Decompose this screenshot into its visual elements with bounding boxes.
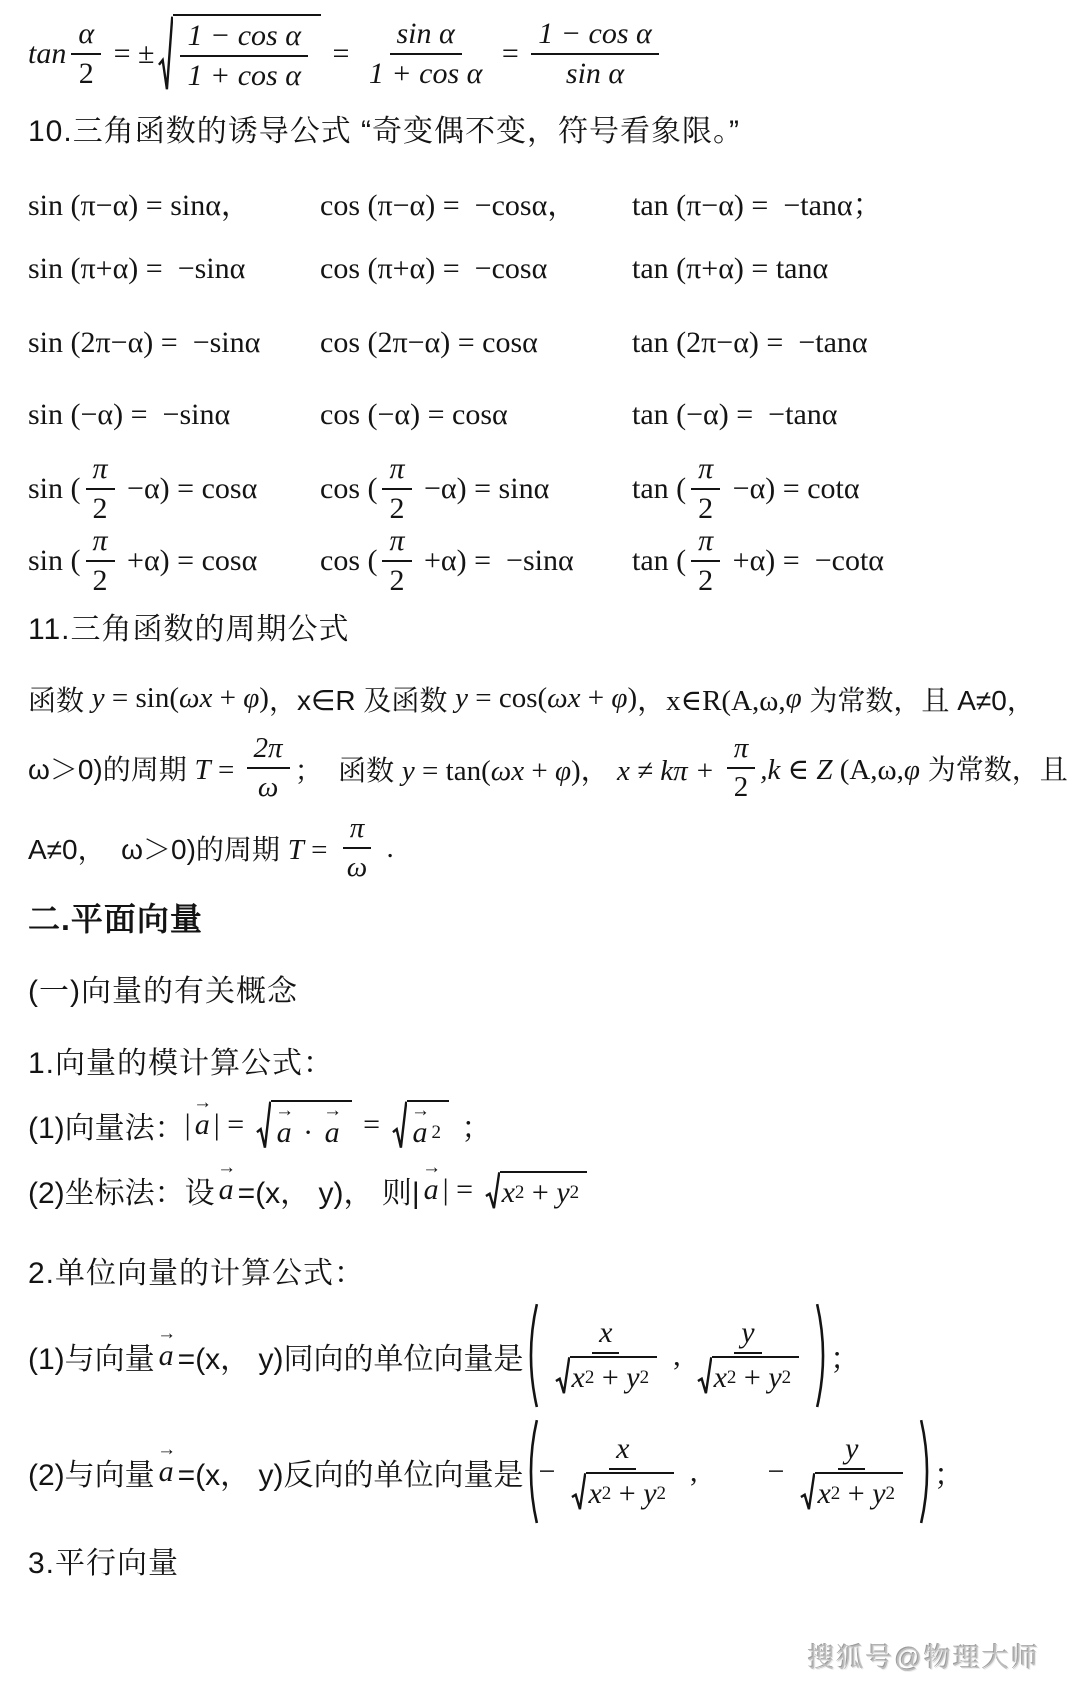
lead-text: (2)坐标法：设: [28, 1177, 215, 1210]
vector-arrow-icon: →: [193, 1092, 213, 1113]
sqrt-x2-plus-y2: x 2 + y 2: [697, 1356, 800, 1395]
sqrt-x2-plus-y2: x 2 + y 2: [571, 1472, 674, 1511]
fraction: $\frac{\text{sin α}}{\text{1 + cos α}}$: [368, 16, 483, 90]
identity-cell: sin (−α) = −sinα: [28, 398, 231, 431]
equals: =: [219, 1108, 252, 1141]
identity-cell: cos (π+α) = −cosα: [320, 252, 548, 285]
comma: ,: [673, 1338, 681, 1372]
identity-cell: tan ( $\frac{\pi}{2}$ −α) = cotα: [632, 452, 860, 525]
text-run: .: [379, 831, 394, 864]
identity-cell: tan ( $\frac{\pi}{2}$ +α) = −cotα: [632, 524, 885, 597]
fraction-pi-2: $\frac{\pi}{2}$: [691, 524, 720, 598]
fraction-x-over-sqrt: x x 2 + y 2: [544, 1316, 669, 1395]
identity-cell: tan (π−α) = −tanα；: [632, 189, 883, 222]
vector-arrow-icon: →: [217, 1157, 237, 1178]
watermark: 搜狐号@物理大师: [807, 1643, 1040, 1673]
radical-icon: [392, 1100, 407, 1150]
equals-pm: = ±: [106, 36, 155, 70]
fraction-pi-2: $\frac{\pi}{2}$: [86, 452, 115, 526]
identity-cell: sin ( $\frac{\pi}{2}$ +α) = cosα: [28, 524, 258, 597]
fraction: $\frac{\text{1 − cos α}}{\text{sin α}}$: [531, 17, 658, 91]
identity-cell: sin (2π−α) = −sinα: [28, 326, 261, 359]
lead-text: (1)与向量: [28, 1342, 155, 1376]
mid-text: =(x， y)， 则|: [237, 1177, 420, 1210]
fraction-2pi-omega: $\frac{2\pi}{\omega}$: [247, 732, 290, 804]
identity-row-3: [28, 326, 1064, 360]
radical-icon: [555, 1356, 570, 1395]
unit-vector-opposite-direction: [28, 1418, 964, 1525]
item-1-heading: 1.向量的模计算公式：: [28, 1047, 335, 1080]
text-run: A≠0， ω＞0)的周期 T =: [28, 834, 335, 866]
text-run: ω＞0)的周期 T =: [28, 754, 242, 786]
vector-arrow-icon: →: [275, 1100, 295, 1121]
fraction-pi-2: $\frac{\pi}{2}$: [382, 524, 411, 598]
left-paren-icon: [524, 1418, 539, 1525]
radical-icon: [256, 1100, 271, 1150]
sqrt-a-squared: → a 2: [392, 1100, 450, 1150]
radical-icon: [800, 1472, 815, 1511]
equals: =: [494, 36, 527, 70]
fraction-pi-2: $\frac{\pi}{2}$: [86, 524, 115, 598]
subsection-1-heading: (一)向量的有关概念: [28, 975, 298, 1008]
vector-arrow-icon: →: [157, 1438, 177, 1460]
end-punct: ；: [934, 1458, 965, 1492]
identity-cell: sin (π+α) = −sinα: [28, 252, 246, 285]
vector-magnitude-vector-method: [28, 1092, 492, 1150]
mid-text: =(x， y)反向的单位向量是: [177, 1458, 524, 1492]
fraction-x-over-sqrt: x x 2 + y 2: [560, 1432, 685, 1511]
vector-a: → a: [411, 1100, 430, 1149]
vector-a: → a: [217, 1157, 237, 1206]
mid-text: =(x， y)同向的单位向量是: [177, 1342, 524, 1376]
minus-sign: −: [538, 1454, 556, 1488]
identity-row-4: [28, 398, 1064, 432]
lead-text: (1)向量法：: [28, 1112, 185, 1145]
lead-text: (2)与向量: [28, 1458, 155, 1492]
equals: =: [355, 1108, 388, 1141]
comma: ,: [690, 1454, 698, 1488]
sqrt-x2-plus-y2: x 2 + y 2: [555, 1356, 658, 1395]
fraction: $\frac{\text{1 − cos α}}{\text{1 + cos α}}$: [180, 19, 307, 93]
end-punct: ；: [830, 1342, 861, 1376]
identity-row-5: [28, 452, 1064, 526]
half-angle-formula: [28, 14, 664, 93]
fraction-pi-2: $\frac{\pi}{2}$: [727, 732, 756, 804]
identity-cell: tan (2π−α) = −tanα: [632, 326, 868, 359]
period-paragraph-line-1: 函数 y = sin( ωx + φ ) ，x∈R 及函数 y = cos( ωx + φ ) ，x∈R(A,ω, φ 为常数，且 A≠0，: [28, 682, 1035, 717]
vector-arrow-icon: →: [157, 1322, 177, 1344]
period-paragraph-line-2: [28, 732, 1068, 804]
identity-cell: cos (−α) = cosα: [320, 398, 508, 431]
radical-icon: [485, 1171, 500, 1210]
sqrt-a-dot-a: → a · → a: [256, 1100, 352, 1150]
abs-bar: |: [184, 1108, 191, 1141]
identity-cell: cos ( $\frac{\pi}{2}$ −α) = sinα: [320, 452, 550, 525]
identity-cell: sin (π−α) = sinα，: [28, 189, 251, 222]
fraction-pi-omega: $\frac{\pi}{\omega}$: [340, 812, 374, 884]
identity-cell: tan (−α) = −tanα: [632, 398, 838, 431]
identity-cell: cos (2π−α) = cosα: [320, 326, 538, 359]
abs-bar: |: [213, 1108, 220, 1141]
identity-cell: tan (π+α) = tanα: [632, 252, 829, 285]
period-paragraph-line-3: [28, 812, 394, 884]
text-run: ； 函数 y = tan(ωx + φ)， x ≠ kπ +: [294, 754, 722, 787]
tan-label: tan: [28, 36, 67, 70]
right-paren-icon: [919, 1418, 934, 1525]
identity-cell: cos (π−α) = −cosα，: [320, 189, 578, 222]
identity-cell: sin ( $\frac{\pi}{2}$ −α) = cosα: [28, 452, 258, 525]
fraction-alpha-2: $\frac{\alpha}{2}$: [71, 17, 101, 91]
fraction-y-over-sqrt: y x 2 + y 2: [789, 1432, 914, 1511]
vector-arrow-icon: →: [411, 1100, 430, 1121]
vector-magnitude-coordinate-method: [28, 1157, 591, 1212]
vector-arrow-icon: →: [422, 1157, 442, 1178]
fraction-pi-2: $\frac{\pi}{2}$: [382, 452, 411, 526]
radical-icon: [571, 1472, 586, 1511]
identity-row-2: [28, 252, 1064, 286]
section-2-heading: 二.平面向量: [28, 901, 203, 937]
section-11-heading: 11.三角函数的周期公式: [28, 613, 350, 646]
vector-a: → a: [157, 1438, 177, 1488]
vector-a: → a: [275, 1100, 295, 1149]
vector-a: → a: [193, 1092, 213, 1141]
vector-a: → a: [422, 1157, 442, 1206]
radical-icon: [697, 1356, 712, 1395]
identity-row-1: [28, 180, 1064, 224]
vector-a: → a: [157, 1322, 177, 1372]
sqrt-x2-plus-y2: x 2 + y 2: [800, 1472, 903, 1511]
radical-icon: [158, 14, 173, 93]
end-punct: ；: [453, 1112, 492, 1145]
equals: | =: [442, 1173, 481, 1206]
equals: =: [324, 36, 357, 70]
fraction-y-over-sqrt: y x 2 + y 2: [686, 1316, 811, 1395]
vector-arrow-icon: →: [323, 1100, 343, 1121]
left-paren-icon: [524, 1302, 539, 1409]
unit-vector-same-direction: [28, 1302, 860, 1409]
fraction-pi-2: $\frac{\pi}{2}$: [691, 452, 720, 526]
section-10-heading: 10.三角函数的诱导公式 “奇变偶不变，符号看象限。”: [28, 115, 741, 148]
sqrt-expression: [158, 14, 320, 93]
item-3-heading: 3.平行向量: [28, 1547, 180, 1580]
text-run: ,k ∈ Z (A,ω,φ 为常数，且: [760, 754, 1068, 786]
vector-a: → a: [323, 1100, 343, 1149]
right-paren-icon: [815, 1302, 830, 1409]
identity-cell: cos ( $\frac{\pi}{2}$ +α) = −sinα: [320, 524, 574, 597]
minus-sign: −: [767, 1454, 785, 1488]
sqrt-x2-plus-y2: x 2 + y 2: [485, 1171, 588, 1210]
identity-row-6: [28, 524, 1064, 598]
item-2-heading: 2.单位向量的计算公式：: [28, 1257, 366, 1290]
